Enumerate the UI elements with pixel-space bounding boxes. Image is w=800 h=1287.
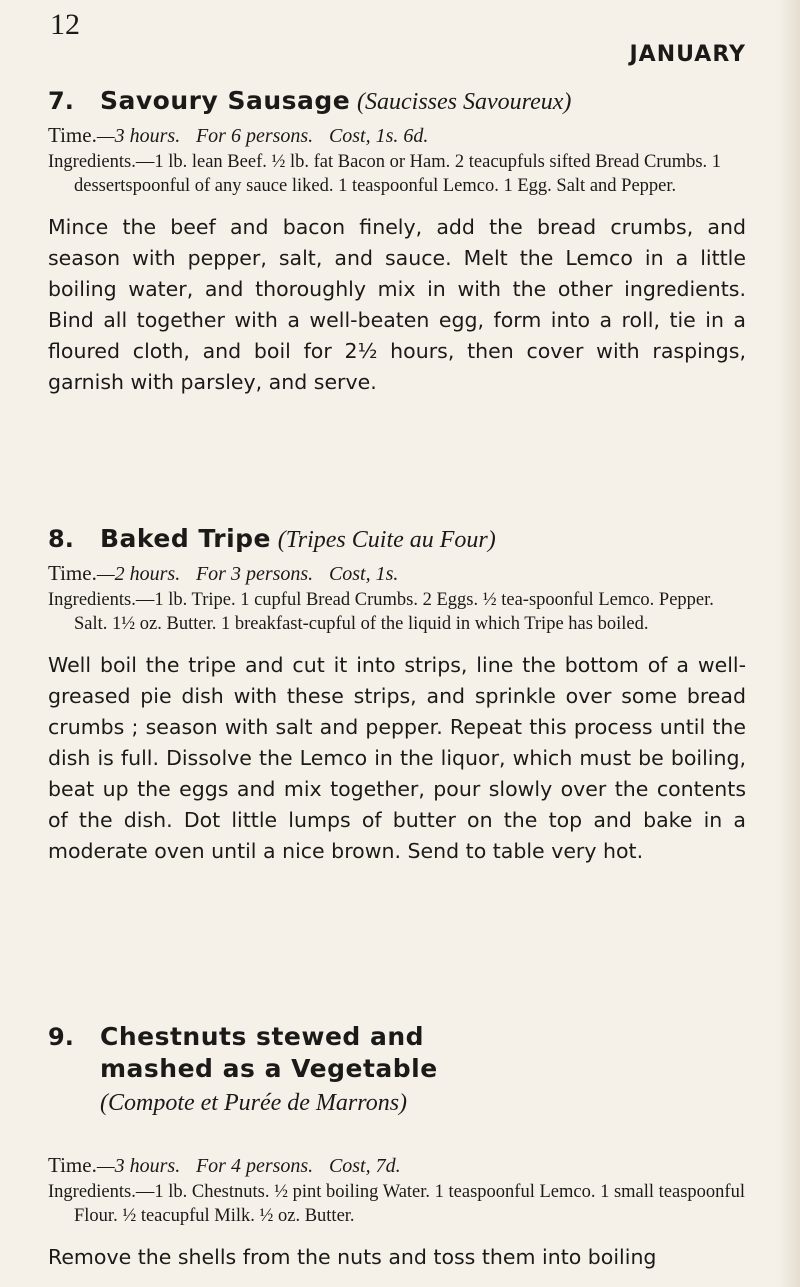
page-edge-shadow <box>778 0 800 1287</box>
cost-value: Cost, 7d. <box>328 1155 401 1177</box>
time-value: —3 hours. <box>96 1155 181 1177</box>
recipe-number: 8. <box>48 525 74 553</box>
recipe-meta <box>48 560 746 588</box>
recipe-7 <box>48 84 746 398</box>
persons-value: For 4 persons. <box>195 1155 314 1177</box>
recipe-number: 7. <box>48 87 74 115</box>
recipe-french-name: (Saucisses Savoureux) <box>357 89 572 115</box>
month-heading: JANUARY <box>629 42 746 67</box>
time-value: —3 hours. <box>96 125 181 147</box>
recipe-title <box>48 84 746 118</box>
ingredients-text: —1 lb. Chestnuts. ½ pint boiling Water. 1 teaspoonful Lemco. 1 small teaspoonful Flour. ½ teacupful Milk. ½ oz. Butter. <box>74 1182 745 1226</box>
ingredients <box>48 588 746 636</box>
persons-value: For 6 persons. <box>195 125 314 147</box>
time-label: Time. <box>48 123 97 147</box>
persons-value: For 3 persons. <box>195 563 314 585</box>
time-label: Time. <box>48 561 97 585</box>
time-label: Time. <box>48 1153 97 1177</box>
ingredients <box>48 1180 746 1228</box>
cost-value: Cost, 1s. 6d. <box>328 125 429 147</box>
method-text: Remove the shells from the nuts and toss them into boiling <box>48 1245 657 1269</box>
recipe-french-name: (Tripes Cuite au Four) <box>277 527 496 553</box>
method-text: Well boil the tripe and cut it into strips, line the bottom of a well-greased pie dish with these strips, and sprinkle over some bread crumbs ; season with salt and pepper. Repeat this process until the dish is full. Dissolve the Lemco in the liquor, which must be boiling, beat up the eggs and mix together, pour slowly over the contents of the dish. Dot little lumps of butter on the top and bake in a moderate oven until a nice brown. Send to table very hot. <box>48 653 746 863</box>
page-number: 12 <box>50 8 80 41</box>
recipe-english-name: Baked Tripe <box>100 524 271 553</box>
recipe-english-name: Savoury Sausage <box>100 86 351 115</box>
recipe-8 <box>48 522 746 867</box>
recipe-number: 9. <box>48 1023 74 1051</box>
recipe-9 <box>48 1020 746 1119</box>
ingredients-label: Ingredients. <box>48 590 136 610</box>
ingredients-label: Ingredients. <box>48 1182 136 1202</box>
ingredients-text: —1 lb. lean Beef. ½ lb. fat Bacon or Ham. 2 teacupfuls sifted Bread Crumbs. 1 dessertspoonful of any sauce liked. 1 teaspoonful Lemco. 1 Egg. Salt and Pepper. <box>74 152 722 196</box>
cost-value: Cost, 1s. <box>328 563 399 585</box>
recipe-meta <box>48 1152 746 1180</box>
recipe-title <box>48 1020 746 1119</box>
recipe-english-name-line1: Chestnuts stewed and <box>100 1022 425 1051</box>
ingredients-label: Ingredients. <box>48 152 136 172</box>
ingredients-text: —1 lb. Tripe. 1 cupful Bread Crumbs. 2 Eggs. ½ tea-spoonful Lemco. Pepper. Salt. 1½ oz. Butter. 1 breakfast-cupful of the liquid in which Tripe has boiled. <box>74 590 714 634</box>
recipe-english-name-line2: mashed as a Vegetable <box>100 1054 438 1083</box>
recipe-9-body <box>48 1148 746 1273</box>
recipe-french-name: (Compote et Purée de Marrons) <box>100 1090 408 1116</box>
method-text: Mince the beef and bacon finely, add the bread crumbs, and season with pepper, salt, and sauce. Melt the Lemco in a little boiling water, and thoroughly mix in with the other ingredients. Bind all together with a well-beaten egg, form into a roll, tie in a floured cloth, and boil for 2½ hours, then cover with raspings, garnish with parsley, and serve. <box>48 215 746 394</box>
ingredients <box>48 150 746 198</box>
recipe-title <box>48 522 746 556</box>
time-value: —2 hours. <box>96 563 181 585</box>
recipe-meta <box>48 122 746 150</box>
